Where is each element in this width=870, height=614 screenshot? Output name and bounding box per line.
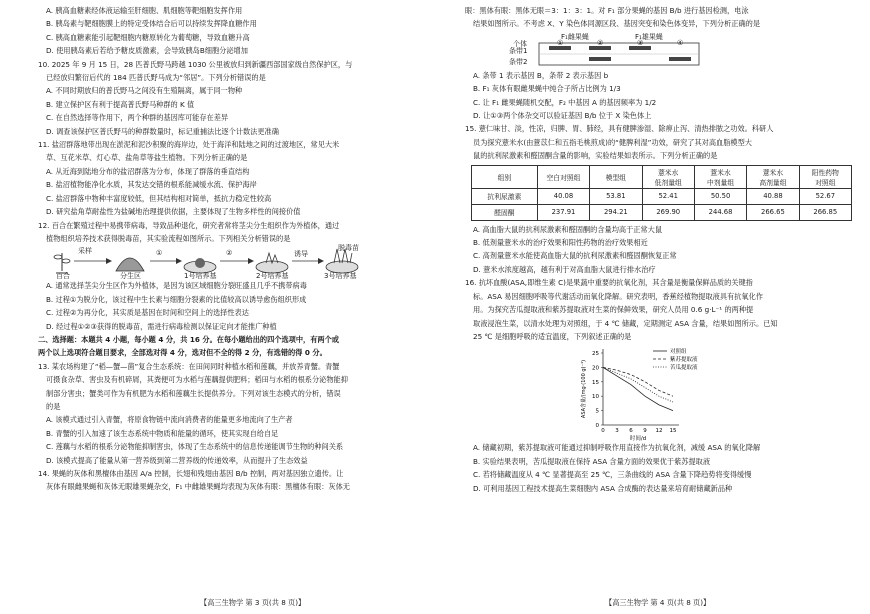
- tissue-culture-figure: [38, 245, 425, 279]
- question-12: [38, 219, 425, 246]
- right-page: [435, 0, 870, 614]
- series-line-2: [603, 368, 673, 397]
- gel-row-head: 个体: [513, 39, 527, 48]
- gel-female-title: F₁雌果蝇: [561, 32, 589, 41]
- question-line: 16. 抗坏血酸(ASA,即维生素 C)是果蔬中重要的抗氧化剂，其含量是衡量保鲜品质的关键指: [465, 278, 753, 288]
- question-14-continued: [465, 4, 852, 31]
- question-14-options: [465, 69, 852, 123]
- asa-chart: [465, 343, 852, 441]
- question-line: 可摄食杂草、害虫及有机碎屑，其粪便可为水稻与莲藕提供肥料；稻田与水稻的根系分泌物能抑: [46, 375, 348, 385]
- option-line: B. 实验结果表明，苦瓜提取液在保持 ASA 含量方面的效果优于紫苏提取液: [473, 456, 711, 466]
- y-tick-label: 10: [592, 394, 599, 401]
- option-line: C. 高剂量薏米水能使高血脂大鼠的抗利尿激素和醛固酮恢复正常: [473, 251, 677, 261]
- label-virus-free-seedling: 脱毒苗: [338, 244, 359, 253]
- question-line: 结果如图所示。不考虑 X、Y 染色体同源区段、基因突变和染色体变异，下列分析正确的是: [473, 19, 761, 29]
- question-16-options: [465, 441, 852, 495]
- table-cell: 53.81: [590, 188, 642, 204]
- option-line: A. 胰高血糖素经体液运输至肝细胞、肌细胞等靶细胞发挥作用: [46, 6, 243, 15]
- option-line: C. 过程②为再分化，其实质是基因在时间和空间上的选择性表达: [46, 308, 249, 318]
- question-11: [38, 138, 425, 165]
- option-line: A. 通常选择茎尖分生区作为外植体，是因为该区域细胞分裂旺盛且几乎不携带病毒: [46, 281, 307, 291]
- x-tick-label: 3: [615, 428, 619, 435]
- table-cell: 237.91: [537, 204, 589, 220]
- y-tick-label: 20: [592, 365, 599, 372]
- question-line: 取液浸泡生菜，以清水处理为对照组，于 4 ℃ 储藏，定期测定 ASA 含量，结果如图所示。已知: [473, 318, 778, 328]
- table-cell: 抗利尿激素: [472, 188, 538, 204]
- y-tick-label: 15: [592, 380, 599, 387]
- option-line: B. 盐沼植物能净化水质，其发达交错的根系能减缓水流、保护海岸: [46, 180, 257, 190]
- x-axis-label: 时间/d: [629, 436, 647, 442]
- question-13-options: [38, 413, 425, 467]
- electrophoresis-figure: [465, 31, 852, 69]
- series-line-1: [603, 368, 673, 411]
- question-line: 14. 果蝇的灰体和黑檀体由基因 A/a 控制，长翅和残翅由基因 B/b 控制，两对基因独立遗传。让: [38, 469, 344, 478]
- x-tick-label: 0: [601, 428, 605, 435]
- label-step-1: ①: [156, 249, 163, 258]
- x-tick-label: 15: [669, 428, 677, 435]
- label-medium-1: 1号培养基: [184, 272, 217, 281]
- experiment-table: [471, 165, 852, 221]
- section-line: 二、选择题：本题共 4 小题，每小题 4 分，共 16 分。在每小题给出的四个选项中，有两个或: [38, 334, 339, 344]
- question-line: 25 ℃ 是细胞呼吸的适宜温度，下列叙述正确的是: [473, 331, 632, 341]
- gel-male-title: F₁雄果蝇: [635, 32, 663, 41]
- option-line: B. 低剂量薏米水的治疗效果和阳性药物的治疗效果相近: [473, 238, 648, 248]
- option-line: D. 让①③两个体杂交可以验证基因 B/b 位于 X 染色体上: [473, 111, 652, 121]
- legend-label: 紫苏提取液: [670, 357, 698, 364]
- question-14: [38, 467, 425, 494]
- question-13: [38, 360, 425, 414]
- q9-options: [38, 4, 425, 58]
- question-12-options: [38, 279, 425, 333]
- gel-band-1-label: 条带1: [509, 46, 528, 55]
- table-cell: 50.50: [694, 188, 746, 204]
- option-line: D. 薏米水浓度越高，越有利于对高血脂大鼠进行排水治疗: [473, 264, 656, 274]
- question-line: 已经放归繁衍后代的 184 匹普氏野马成为“邻居”。下列分析错误的是: [46, 73, 266, 83]
- label-meristem: 分生区: [120, 272, 141, 281]
- label-induce: 诱导: [294, 250, 308, 259]
- x-tick-label: 12: [655, 428, 663, 435]
- option-line: D. 可利用基因工程技术提高生菜细胞内 ASA 合成酶的表达量来培育耐储藏新品种: [473, 483, 733, 493]
- table-row: [472, 204, 852, 220]
- legend-label: 苦瓜提取液: [670, 365, 698, 372]
- section-2-instructions: [38, 333, 425, 360]
- table-cell: 52.41: [642, 188, 694, 204]
- table-cell: 269.90: [642, 204, 694, 220]
- question-line: 15. 薏仁味甘、淡，性凉，归脾、胃、肺经，具有健脾渗湿、除痹止泻、清热排脓之功效。科研人: [465, 124, 774, 134]
- question-line: 13. 某农场构建了“稻—蟹—菌”复合生态系统：在田间同时种植水稻和莲藕，并放养青蟹。青蟹: [38, 361, 340, 371]
- question-line: 标。ASA 易因细胞呼吸等代谢活动而氧化降解。研究表明，香蕉经植物提取液具有抗氧化作: [473, 291, 763, 301]
- option-line: D. 研究盐角草耐盐性为盐碱地治理提供依据，主要体现了生物多样性的间接价值: [46, 207, 301, 217]
- option-line: B. F₁ 灰体有眼雌果蝇中纯合子所占比例为 1/3: [473, 84, 621, 94]
- question-line: 员为探究薏米水(由薏苡仁和五指毛桃煎成)的“健脾利湿”功效，研究了其对高血脂模型大: [473, 137, 752, 147]
- option-line: A. 该模式通过引入青蟹，将原食物链中流向消费者的能量更多地流向了生产者: [46, 415, 293, 425]
- option-line: C. 胰高血糖素能引起靶细胞内糖原转化为葡萄糖，导致血糖升高: [46, 32, 250, 42]
- question-11-options: [38, 165, 425, 219]
- lily-plant-icon: [54, 253, 70, 273]
- option-line: B. 建立保护区有利于提高普氏野马种群的 K 值: [46, 99, 195, 109]
- label-step-2: ②: [226, 249, 233, 258]
- x-tick-label: 9: [643, 428, 647, 435]
- option-line: C. 让 F₁ 雌果蝇随机交配，F₂ 中基因 A 的基因频率为 1/2: [473, 97, 657, 107]
- table-header-cell: 空白对照组: [537, 165, 589, 188]
- y-tick-label: 25: [592, 351, 599, 358]
- question-line: 眼：黑体有眼：黑体无眼＝3：1：3：1。对 F₁ 部分果蝇的基因 B/b 进行基因检测，电泳: [465, 6, 749, 15]
- question-16: [465, 276, 852, 343]
- y-tick-label: 5: [595, 408, 599, 415]
- option-line: D. 该模式提高了能量从第一营养级到第二营养级的传递效率，从而提升了生态效益: [46, 455, 308, 465]
- table-cell: 244.68: [694, 204, 746, 220]
- asa-line-chart: [561, 343, 761, 441]
- table-cell: 醛固酮: [472, 204, 538, 220]
- question-line: 植物组织培养技术获得脱毒苗，其实验流程如图所示。下列相关分析错误的是: [46, 233, 291, 243]
- gel-col-1: ①: [557, 38, 564, 47]
- question-line: 鼠的抗利尿激素和醛固酮含量的影响，实验结果如表所示。下列分析正确的是: [473, 151, 718, 161]
- question-line: 用。为探究苦瓜提取液和紫苏提取液对生菜的保鲜效果，研究人员用 0.6 g·L⁻¹ 的两种提: [473, 305, 754, 315]
- question-line: 草、互花米草、灯心草、盐角草等盐生植物。下列分析正确的是: [46, 153, 248, 163]
- table-cell: 294.21: [590, 204, 642, 220]
- option-line: A. 储藏初期，紫苏提取液可能通过抑制呼吸作用直接作为抗氧化剂，减缓 ASA 的氧化降解: [473, 443, 761, 453]
- option-line: D. 经过程①②③获得的脱毒苗，需进行病毒检测以保证定向才能推广种植: [46, 321, 277, 331]
- x-tick-label: 6: [629, 428, 633, 435]
- label-sampling: 采样: [78, 247, 92, 256]
- option-line: C. 莲藕与水稻的根系分泌物能抑制害虫，体现了生态系统中的信息传递能调节生物的种间关系: [46, 442, 344, 452]
- option-line: B. 过程①为脱分化，该过程中生长素与细胞分裂素的比值较高以诱导愈伤组织形成: [46, 294, 307, 304]
- question-15-options: [465, 223, 852, 277]
- legend-label: 对照组: [670, 349, 687, 356]
- gel-band-2-label: 条带2: [509, 57, 528, 66]
- label-medium-3: 3号培养基: [324, 272, 357, 281]
- table-cell: 52.67: [799, 188, 851, 204]
- question-10-options: [38, 84, 425, 138]
- option-line: D. 使用胰岛素后若给予糖皮质激素，会导致胰岛B细胞分泌增加: [46, 46, 248, 56]
- table-header-cell: 薏米水 中剂量组: [694, 165, 746, 188]
- option-line: C. 在自然选择等作用下，两个种群的基因库可能存在差异: [46, 113, 229, 123]
- question-line: 制部分害虫；蟹类可作为有机肥为水稻和莲藕生长提供养分。下列对该生态模式的分析，错误: [46, 388, 341, 398]
- option-line: A. 不同时期放归的普氏野马之间没有生殖隔离，属于同一物种: [46, 86, 243, 96]
- option-line: D. 调查该保护区普氏野马的种群数量时，标记重捕法比逐个计数法更准确: [46, 126, 279, 136]
- gel-bands: [549, 46, 691, 61]
- y-tick-label: 0: [595, 423, 599, 430]
- section-line: 两个以上选项符合题目要求，全部选对得 4 分，选对但不全的得 2 分，有选错的得 0 分。: [38, 348, 327, 358]
- table-header-cell: 薏米水 高剂量组: [747, 165, 799, 188]
- table-cell: 40.08: [537, 188, 589, 204]
- table-header-cell: 模型组: [590, 165, 642, 188]
- table-cell: 40.88: [747, 188, 799, 204]
- option-line: C. 若将储藏温度从 4 ℃ 显著提高至 25 ℃，三条曲线的 ASA 含量下降趋势将变得缓慢: [473, 470, 752, 480]
- page-footer: 【高三生物学 第 4 页(共 8 页)】: [605, 598, 711, 607]
- option-line: A. 高血脂大鼠的抗利尿激素和醛固酮的含量均高于正常大鼠: [473, 224, 663, 234]
- option-line: A. 从近海到陆地分布的盐沼群落为分布，体现了群落的垂直结构: [46, 166, 250, 176]
- y-axis-label: ASA含量/(mg·(100 g)⁻¹): [581, 360, 587, 419]
- question-10: [38, 58, 425, 85]
- table-row: [472, 188, 852, 204]
- question-line: 的是: [46, 401, 61, 411]
- question-line: 10. 2025 年 9 月 15 日，28 匹普氏野马跨越 1030 公里被放归到新疆西部国家级自然保护区，与: [38, 59, 353, 69]
- table-header-cell: 组别: [472, 165, 538, 188]
- meristem-icon: [116, 258, 144, 271]
- table-header-cell: 阳性药物 对照组: [799, 165, 851, 188]
- series-line-3: [603, 368, 673, 403]
- option-line: B. 胰岛素与靶细胞膜上的特定受体结合后可以持续发挥降血糖作用: [46, 19, 257, 29]
- label-medium-2: 2号培养基: [256, 272, 289, 281]
- option-line: A. 条带 1 表示基因 B，条带 2 表示基因 b: [473, 70, 609, 80]
- option-line: B. 青蟹的引入加速了该生态系统中物质和能量的循环，使其实现自给自足: [46, 428, 279, 438]
- gel-col-3: ③: [637, 38, 644, 47]
- question-line: 11. 盐沼群落地带出现在淤泥和泥沙积聚的海岸边，处于海洋和陆地之间的过渡地区，常见大米: [38, 140, 340, 150]
- question-line: 12. 百合在繁殖过程中易携带病毒，导致品种退化，研究者常将茎尖分生组织作为外植体，通过: [38, 220, 340, 230]
- page-footer: 【高三生物学 第 3 页(共 8 页)】: [200, 598, 306, 607]
- table-header-cell: 薏米水 低剂量组: [642, 165, 694, 188]
- question-15: [465, 122, 852, 162]
- option-line: C. 盐沼群落中物种丰富度较低，但其结构相对简单，抵抗力稳定性较高: [46, 193, 272, 203]
- table-cell: 266.65: [747, 204, 799, 220]
- label-lily: 百合: [56, 272, 70, 281]
- table-cell: 266.85: [799, 204, 851, 220]
- gel-col-2: ②: [597, 38, 604, 47]
- question-line: 灰体有眼雌果蝇和灰体无眼雄果蝇杂交，F₁ 中雌雄果蝇均表现为灰体有眼：黑檀体有眼：灰体无: [46, 482, 350, 492]
- gel-col-4: ④: [677, 38, 684, 47]
- gel-diagram: [505, 31, 725, 69]
